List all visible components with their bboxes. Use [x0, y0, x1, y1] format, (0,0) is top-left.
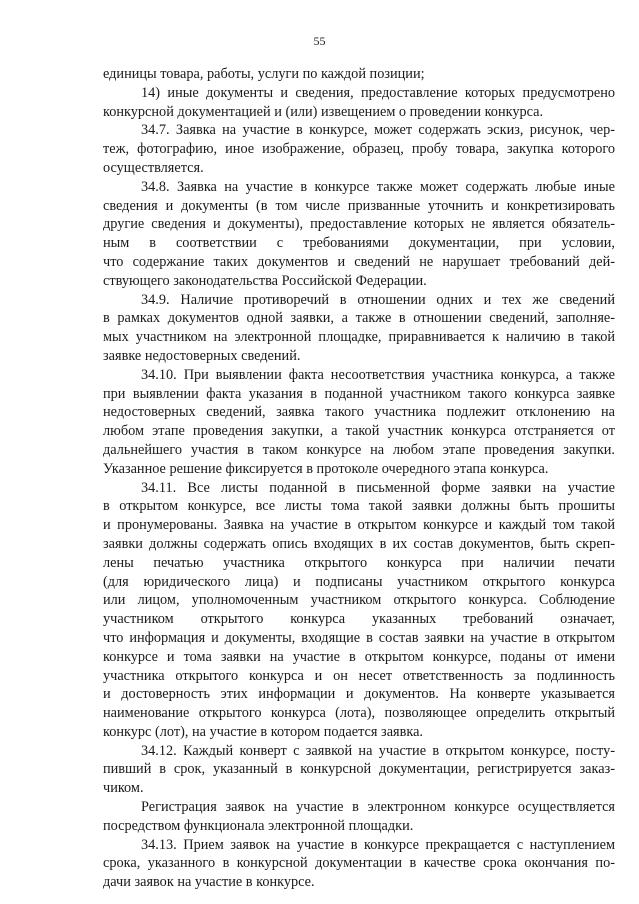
- text-line: ным в соответствии с требованиями документации, при условии,: [103, 235, 615, 252]
- text-line: в открытом конкурсе, все листы тома такой заявки должны быть прошиты: [103, 498, 615, 515]
- text-line: участника открытого конкурса и он несет ответственность за подлинность: [103, 667, 615, 684]
- text-line: заявке недостоверных сведений.: [103, 347, 301, 364]
- text-line: 34.8. Заявка на участие в конкурсе также может содержать любые иные: [141, 178, 615, 195]
- text-line: 34.9. Наличие противоречий в отношении одних и тех же сведений: [141, 291, 615, 308]
- text-line: (для юридического лица) и подписаны участником открытого конкурса: [103, 573, 615, 590]
- paragraph-items-end: [103, 65, 615, 84]
- text-line: что информация и документы, входящие в состав заявки на участие в открытом: [103, 629, 615, 646]
- text-line: в рамках документов одной заявки, а также в отношении сведений, заполняе-: [103, 310, 615, 327]
- text-line: заявки должны содержать опись входящих в их состав документов, быть скреп-: [103, 535, 615, 552]
- document-body: [103, 65, 615, 892]
- text-line: осуществляется.: [103, 159, 204, 176]
- text-line: другие сведения и документы), предоставление которых не является обязатель-: [103, 216, 615, 233]
- text-line: срока, указанного в конкурсной документации в качестве срока окончания по-: [103, 855, 615, 872]
- text-line: конкурсе и тома заявки на участие в открытом конкурсе, поданы от имени: [103, 648, 615, 665]
- text-line: 34.12. Каждый конверт с заявкой на участие в открытом конкурсе, посту-: [141, 742, 615, 759]
- text-line: Указанное решение фиксируется в протоколе очередного этапа конкурса.: [103, 460, 549, 477]
- text-line: 34.10. При выявлении факта несоответствия участника конкурса, а также: [141, 366, 615, 383]
- text-line: недостоверных сведений, заявка такого участника подлежит отклонению на: [103, 404, 615, 421]
- text-line: и пронумерованы. Заявка на участие в открытом конкурсе и каждый том такой: [103, 517, 615, 534]
- text-line: 34.13. Прием заявок на участие в конкурсе прекращается с наступлением: [141, 836, 615, 853]
- text-line: и достоверность этих информации и документов. На конверте указывается: [103, 686, 615, 703]
- paragraph-p34-7: [103, 121, 615, 177]
- paragraph-item-14: [103, 84, 615, 122]
- text-line: чиком.: [103, 780, 144, 797]
- text-line: что содержание таких документов и сведений не нарушает требований дей-: [103, 253, 615, 270]
- text-line: лены печатью участника открытого конкурса при наличии печати: [103, 554, 615, 571]
- page-number: 55: [313, 34, 326, 48]
- text-line: любом этапе проведения закупки, а такой участник конкурса отстраняется от: [103, 423, 615, 440]
- text-line: дальнейшего участия в таком конкурсе на любом этапе проведения закупки.: [103, 441, 615, 458]
- text-line: 34.7. Заявка на участие в конкурсе, может содержать эскиз, рисунок, чер-: [141, 122, 615, 139]
- text-line: Регистрация заявок на участие в электронном конкурсе осуществляется: [141, 799, 615, 816]
- text-line: при выявлении факта указания в поданной участником такого конкурса заявке: [103, 385, 615, 402]
- text-line: 34.11. Все листы поданной в письменной форме заявки на участие: [141, 479, 615, 496]
- text-line: наименование открытого конкурса (лота), позволяющее определить открытый: [103, 705, 615, 722]
- text-line: участником открытого конкурса указанных требований означает,: [103, 611, 615, 628]
- text-line: 14) иные документы и сведения, предоставление которых предусмотрено: [141, 84, 615, 101]
- text-line: мых участником на электронной площадке, приравнивается к наличию в такой: [103, 329, 615, 346]
- text-line: дачи заявок на участие в конкурсе.: [103, 874, 315, 891]
- paragraph-p34-11: [103, 479, 615, 742]
- text-line: ствующего законодательства Российской Федерации.: [103, 272, 427, 289]
- text-line: теж, фотографию, иное изображение, образец, пробу товара, закупка которого: [103, 141, 615, 158]
- text-line: или лицом, уполномоченным участником открытого конкурса. Соблюдение: [103, 592, 615, 609]
- paragraph-p34-8: [103, 178, 615, 291]
- text-line: конкурсной документацией и (или) извещением о проведении конкурса.: [103, 103, 544, 120]
- text-line: пивший в срок, указанный в конкурсной документации, регистрируется заказ-: [103, 761, 615, 778]
- text-line: посредством функционала электронной площадки.: [103, 817, 414, 834]
- paragraph-p34-10: [103, 366, 615, 479]
- text-line: единицы товара, работы, услуги по каждой позиции;: [103, 66, 425, 82]
- paragraph-p34-12: [103, 742, 615, 798]
- text-line: сведения и документы (в том числе призванные уточнить и конкретизировать: [103, 197, 615, 214]
- paragraph-p-registration: [103, 798, 615, 836]
- text-line: конкурс (лот), на участие в котором подается заявка.: [103, 723, 424, 740]
- paragraph-p34-9: [103, 291, 615, 366]
- paragraph-p34-13: [103, 836, 615, 892]
